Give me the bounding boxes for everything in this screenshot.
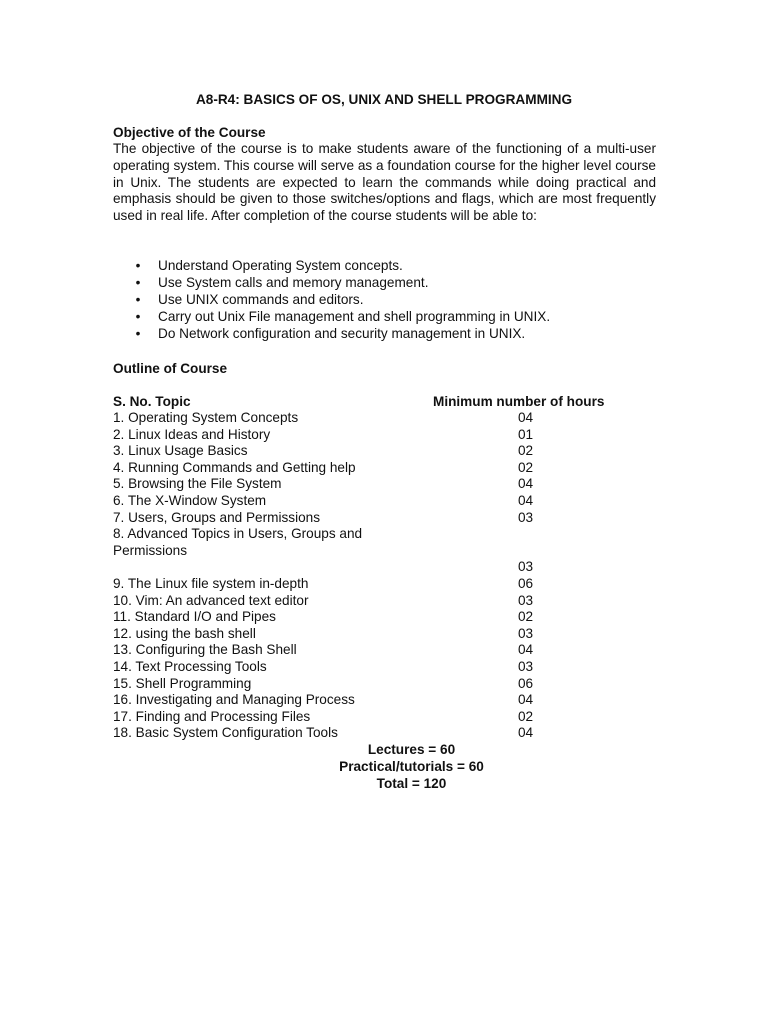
total-overall-line bbox=[113, 775, 656, 792]
topic-cell: 4. Running Commands and Getting help bbox=[113, 459, 356, 475]
outline-heading: Outline of Course bbox=[113, 361, 228, 376]
list-item bbox=[113, 274, 656, 291]
table-row bbox=[113, 709, 656, 726]
hours-cell: 04 bbox=[518, 410, 534, 425]
objective-paragraph: The objective of the course is to make students aware of the functioning of a multi-user operating system. This course will serve as a foundation course for the higher level course in Unix. The students are expected to learn the commands while doing practical and emphasis should be given to those switches/options and flags, which are most frequently used in real life. After completion of the course students will be able to: bbox=[113, 141, 656, 224]
list-item bbox=[113, 257, 656, 274]
total-practical: Practical/tutorials = 60 bbox=[339, 759, 484, 774]
bullet-text: Do Network configuration and security management in UNIX. bbox=[158, 326, 526, 341]
column-header-hours: Minimum number of hours bbox=[433, 394, 605, 409]
hours-cell: 04 bbox=[518, 492, 534, 508]
hours-cell: 04 bbox=[518, 642, 534, 658]
total-lectures-line bbox=[113, 741, 656, 758]
topic-cell: 7. Users, Groups and Permissions bbox=[113, 509, 321, 525]
table-row bbox=[113, 443, 656, 460]
total-overall: Total = 120 bbox=[376, 776, 447, 791]
table-row bbox=[113, 626, 656, 643]
table-row bbox=[113, 526, 656, 576]
hours-cell: 02 bbox=[518, 459, 534, 475]
table-row bbox=[113, 676, 656, 693]
hours-cell: 04 bbox=[518, 476, 534, 492]
topic-cell: 16. Investigating and Managing Process bbox=[113, 692, 355, 708]
topic-cell: 11. Standard I/O and Pipes bbox=[113, 609, 276, 625]
page-title: A8-R4: BASICS OF OS, UNIX AND SHELL PROGRAMMING bbox=[195, 92, 573, 107]
total-practical-line bbox=[113, 758, 656, 775]
outline-table bbox=[113, 393, 656, 742]
topic-cell: 12. using the bash shell bbox=[113, 625, 256, 641]
hours-cell: 02 bbox=[518, 708, 534, 724]
topic-cell: 14. Text Processing Tools bbox=[113, 658, 267, 674]
list-item bbox=[113, 325, 656, 342]
topic-cell: 2. Linux Ideas and History bbox=[113, 426, 271, 442]
table-row bbox=[113, 593, 656, 610]
hours-cell: 03 bbox=[518, 625, 534, 641]
topic-cell: 15. Shell Programming bbox=[113, 675, 252, 691]
hours-cell: 03 bbox=[518, 559, 534, 575]
table-row bbox=[113, 476, 656, 493]
table-row bbox=[113, 410, 656, 427]
table-row bbox=[113, 493, 656, 510]
bullet-icon: • bbox=[135, 258, 141, 273]
table-row bbox=[113, 692, 656, 709]
bullet-text: Use System calls and memory management. bbox=[158, 275, 429, 290]
objective-heading: Objective of the Course bbox=[113, 125, 266, 140]
topic-cell: 10. Vim: An advanced text editor bbox=[113, 592, 309, 608]
table-row bbox=[113, 510, 656, 527]
topic-cell: 9. The Linux file system in-depth bbox=[113, 575, 309, 591]
topic-cell: 5. Browsing the File System bbox=[113, 476, 282, 492]
hours-cell: 03 bbox=[518, 509, 534, 525]
bullet-text: Understand Operating System concepts. bbox=[158, 258, 403, 273]
hours-cell: 06 bbox=[518, 575, 534, 591]
bullet-text: Use UNIX commands and editors. bbox=[158, 292, 364, 307]
hours-cell: 02 bbox=[518, 443, 534, 459]
hours-cell: 06 bbox=[518, 675, 534, 691]
table-row bbox=[113, 427, 656, 444]
table-row bbox=[113, 460, 656, 477]
hours-cell: 02 bbox=[518, 609, 534, 625]
bullet-icon: • bbox=[135, 275, 141, 290]
list-item bbox=[113, 308, 656, 325]
totals-block bbox=[113, 741, 656, 792]
total-lectures: Lectures = 60 bbox=[367, 742, 456, 757]
topic-cell: 6. The X-Window System bbox=[113, 492, 267, 508]
table-row bbox=[113, 725, 656, 742]
topic-cell: 17. Finding and Processing Files bbox=[113, 708, 311, 724]
hours-cell: 01 bbox=[518, 426, 534, 442]
topic-cell: 3. Linux Usage Basics bbox=[113, 443, 248, 459]
topic-cell: 8. Advanced Topics in Users, Groups and Permissions bbox=[113, 526, 363, 558]
hours-cell: 03 bbox=[518, 592, 534, 608]
objective-bullet-list bbox=[113, 257, 656, 342]
outline-header-row bbox=[113, 393, 656, 410]
hours-cell: 04 bbox=[518, 725, 534, 741]
table-row bbox=[113, 609, 656, 626]
table-row bbox=[113, 576, 656, 593]
topic-cell: 1. Operating System Concepts bbox=[113, 410, 299, 425]
bullet-text: Carry out Unix File management and shell programming in UNIX. bbox=[158, 309, 551, 324]
bullet-icon: • bbox=[135, 326, 141, 341]
hours-cell: 03 bbox=[518, 658, 534, 674]
topic-cell: 13. Configuring the Bash Shell bbox=[113, 642, 297, 658]
hours-cell: 04 bbox=[518, 692, 534, 708]
table-row bbox=[113, 642, 656, 659]
bullet-icon: • bbox=[135, 292, 141, 307]
table-row bbox=[113, 659, 656, 676]
list-item bbox=[113, 291, 656, 308]
topic-cell: 18. Basic System Configuration Tools bbox=[113, 725, 338, 741]
column-header-topic: S. No. Topic bbox=[113, 394, 191, 409]
bullet-icon: • bbox=[135, 309, 141, 324]
